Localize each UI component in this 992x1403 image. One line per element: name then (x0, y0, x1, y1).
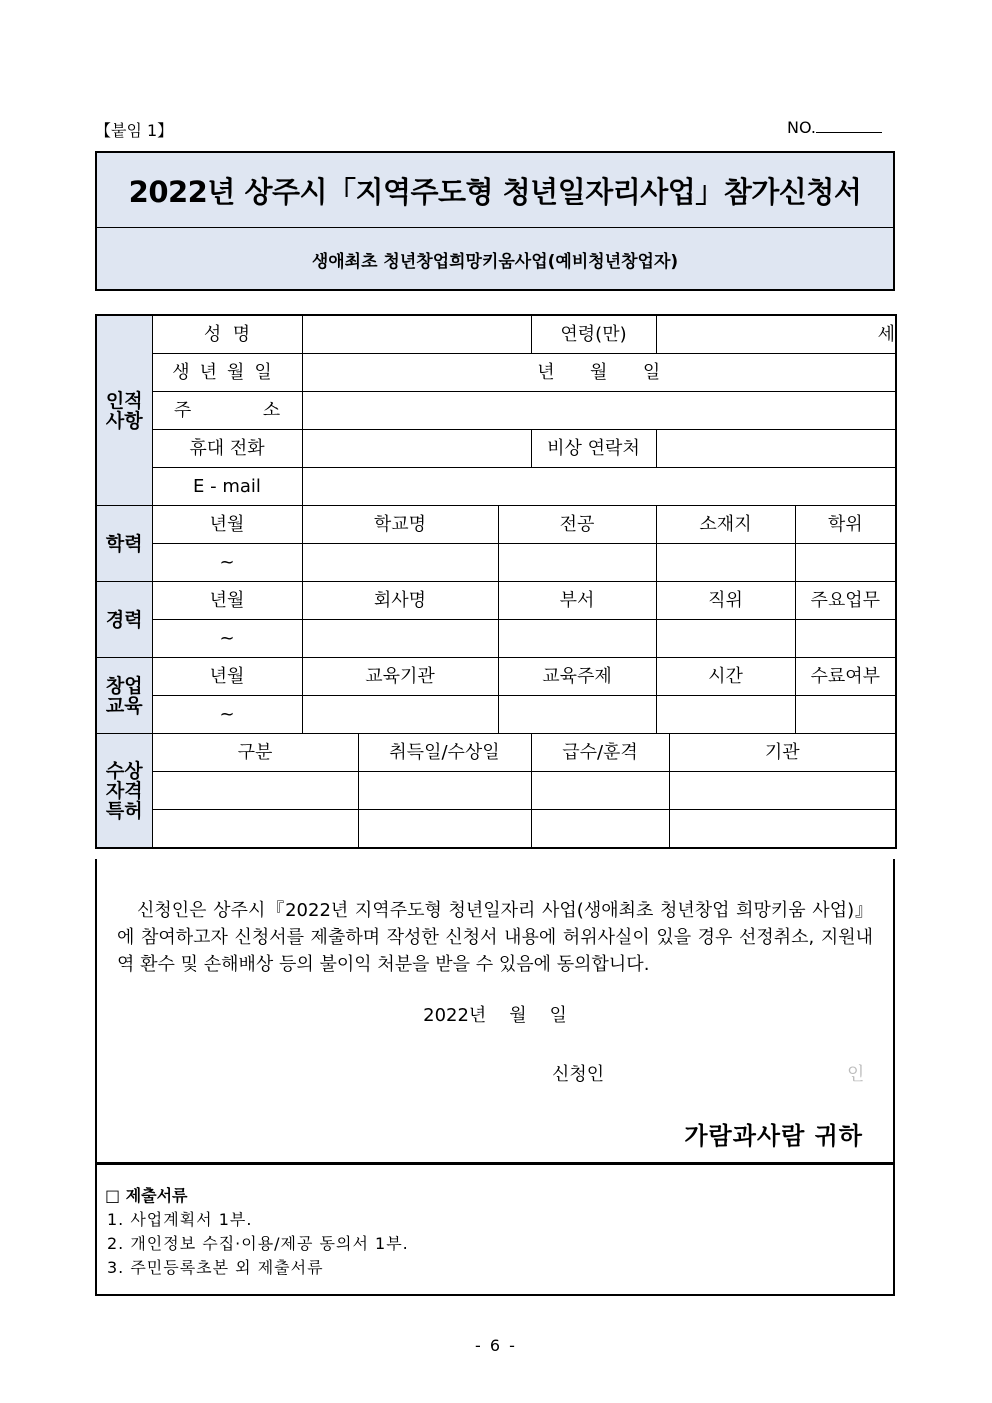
no-field[interactable] (816, 118, 882, 133)
career-dept-field[interactable] (498, 620, 656, 658)
section-personal: 인적 사항 (96, 315, 152, 506)
declaration-box (95, 859, 895, 1164)
career-period-field[interactable]: ~ (152, 620, 302, 658)
declaration-date[interactable]: 2022년 월 일 (423, 1005, 567, 1026)
emergency-field[interactable] (656, 430, 896, 468)
career-header-duties: 주요업무 (795, 582, 896, 620)
career-header-date: 년월 (152, 582, 302, 620)
document-item: 3. 주민등록초본 외 제출서류 (107, 1258, 324, 1277)
awards-grade-field[interactable] (531, 810, 669, 849)
age-field[interactable] (656, 315, 896, 354)
awards-org-field[interactable] (669, 810, 896, 849)
training-header-topic: 교육주제 (498, 658, 656, 696)
career-company-field[interactable] (302, 620, 498, 658)
document-item: 2. 개인정보 수집·이용/제공 동의서 1부. (107, 1234, 409, 1253)
awards-type-field[interactable] (152, 810, 358, 849)
recipient: 가람과사람 귀하 (684, 1122, 863, 1150)
email-field[interactable] (302, 468, 896, 506)
edu-school-field[interactable] (302, 544, 498, 582)
declaration-text: 신청인은 상주시『2022년 지역주도형 청년일자리 사업(생애최초 청년창업 희망키움 사업)』에 참여하고자 신청서를 제출하며 작성한 신청서 내용에 허위사실이 있을 경우 선정취소, 지원내역 환수 및 손해배상 등의 불이익 처분을 받을 수 있음에 동의합니다. (117, 900, 873, 975)
training-topic-field[interactable] (498, 696, 656, 734)
awards-date-field[interactable] (358, 810, 531, 849)
awards-header-type: 구분 (152, 734, 358, 772)
edu-period-field[interactable]: ~ (152, 544, 302, 582)
awards-date-field[interactable] (358, 772, 531, 810)
address-label: 주 소 (152, 392, 302, 430)
training-header-institution: 교육기관 (302, 658, 498, 696)
career-position-field[interactable] (656, 620, 795, 658)
training-header-completion: 수료여부 (795, 658, 896, 696)
training-completion-field[interactable] (795, 696, 896, 734)
email-label: E - mail (152, 468, 302, 506)
training-header-hours: 시간 (656, 658, 795, 696)
application-form-table (95, 314, 897, 849)
training-header-date: 년월 (152, 658, 302, 696)
attachment-label: 【붙임 1】 (95, 121, 174, 140)
form-title: 2022년 상주시「지역주도형 청년일자리사업」참가신청서 (97, 153, 893, 228)
awards-header-date: 취득일/수상일 (358, 734, 531, 772)
awards-type-field[interactable] (152, 772, 358, 810)
training-hours-field[interactable] (656, 696, 795, 734)
no-label: NO. (787, 118, 816, 137)
career-header-dept: 부서 (498, 582, 656, 620)
section-education: 학력 (96, 506, 152, 582)
title-box (95, 151, 895, 291)
section-career: 경력 (96, 582, 152, 658)
documents-title: □ 제출서류 (105, 1186, 188, 1205)
phone-label: 휴대 전화 (152, 430, 302, 468)
edu-header-date: 년월 (152, 506, 302, 544)
document-item: 1. 사업계획서 1부. (107, 1210, 253, 1229)
awards-header-org: 기관 (669, 734, 896, 772)
phone-field[interactable] (302, 430, 531, 468)
edu-header-major: 전공 (498, 506, 656, 544)
seal-mark[interactable]: 인 (847, 1064, 865, 1085)
edu-header-degree: 학위 (795, 506, 896, 544)
required-documents (95, 1163, 895, 1296)
edu-major-field[interactable] (498, 544, 656, 582)
edu-degree-field[interactable] (795, 544, 896, 582)
emergency-label: 비상 연락처 (531, 430, 656, 468)
edu-header-school: 학교명 (302, 506, 498, 544)
career-header-position: 직위 (656, 582, 795, 620)
birth-label: 생년월일 (152, 354, 302, 392)
awards-header-grade: 급수/훈격 (531, 734, 669, 772)
name-label: 성 명 (152, 315, 302, 354)
document-number (787, 118, 882, 137)
address-field[interactable] (302, 392, 896, 430)
career-duties-field[interactable] (795, 620, 896, 658)
page-number: - 6 - (475, 1336, 517, 1355)
training-period-field[interactable]: ~ (152, 696, 302, 734)
awards-grade-field[interactable] (531, 772, 669, 810)
form-subtitle: 생애최초 청년창업희망키움사업(예비청년창업자) (311, 251, 679, 272)
birth-field[interactable]: 년 월 일 (302, 354, 896, 392)
edu-location-field[interactable] (656, 544, 795, 582)
training-institution-field[interactable] (302, 696, 498, 734)
career-header-company: 회사명 (302, 582, 498, 620)
applicant-label: 신청인 (552, 1064, 605, 1085)
name-field[interactable] (302, 315, 531, 354)
section-training: 창업 교육 (96, 658, 152, 734)
awards-org-field[interactable] (669, 772, 896, 810)
section-awards: 수상 자격 특허 (96, 734, 152, 849)
edu-header-location: 소재지 (656, 506, 795, 544)
age-label: 연령(만) (531, 315, 656, 354)
age-unit: 세 (877, 323, 896, 345)
